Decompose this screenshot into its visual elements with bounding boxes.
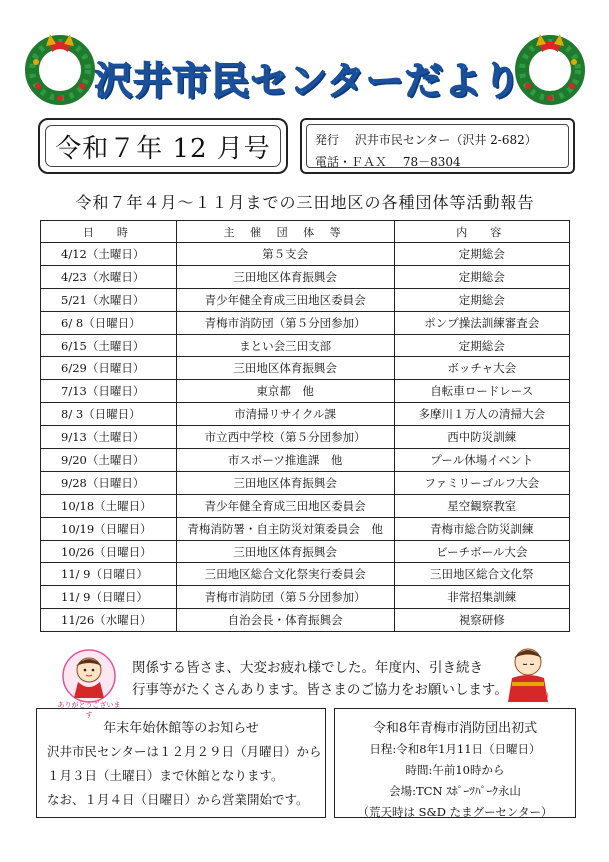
bowing-badge: ぺこり xyxy=(526,691,550,700)
cell-content: 西中防災訓練 xyxy=(394,426,570,449)
issue-label: 令和７年 12 月号 xyxy=(45,125,281,167)
cell-date: 4/12（土曜日） xyxy=(41,243,177,266)
table-row xyxy=(41,540,570,563)
cell-organizer: 青梅市消防団（第５分団参加） xyxy=(176,586,394,609)
newsletter-title: 沢井市民センターだより xyxy=(94,59,522,103)
thanks-message-line-2: 行事等がたくさんあります。皆さまのご協力をお願いします。 xyxy=(132,682,508,698)
cell-organizer: 三田地区体育振興会 xyxy=(176,357,394,380)
cell-organizer: 東京都 他 xyxy=(176,380,394,403)
cell-organizer: 三田地区体育振興会 xyxy=(176,265,394,288)
closing-notice-line-3: なお、１月４日（日曜日）から営業開始です。 xyxy=(47,792,309,807)
activity-table xyxy=(40,220,570,632)
cell-organizer: 青梅消防署・自主防災対策委員会 他 xyxy=(176,517,394,540)
table-row xyxy=(41,311,570,334)
table-row xyxy=(41,609,570,632)
fire-brigade-rain-venue: （荒天時は S&D たまグーセンター） xyxy=(357,805,553,819)
cell-date: 10/26（日曜日） xyxy=(41,540,177,563)
cell-organizer: 青少年健全育成三田地区委員会 xyxy=(176,288,394,311)
table-row xyxy=(41,449,570,472)
table-row xyxy=(41,357,570,380)
table-row xyxy=(41,243,570,266)
issue-box xyxy=(38,118,288,174)
cell-content: 多摩川１万人の清掃大会 xyxy=(394,403,570,426)
table-row xyxy=(41,586,570,609)
closing-notice-title: 年末年始休館等のお知らせ xyxy=(103,721,259,736)
cell-organizer: 三田地区体育振興会 xyxy=(176,540,394,563)
cell-content: ファミリーゴルフ大会 xyxy=(394,471,570,494)
cell-organizer: 三田地区体育振興会 xyxy=(176,471,394,494)
fire-brigade-notice xyxy=(334,708,576,818)
cell-content: ビーチボール大会 xyxy=(394,540,570,563)
fire-brigade-time: 時間:午前10時から xyxy=(405,763,505,777)
cell-content: 定期総会 xyxy=(394,334,570,357)
cell-date: 11/26（水曜日） xyxy=(41,609,177,632)
table-row xyxy=(41,517,570,540)
column-header-organizer: 主 催 団 体 等 xyxy=(176,221,394,243)
column-header-date: 日 時 xyxy=(41,221,177,243)
cell-date: 11/ 9（日曜日） xyxy=(41,563,177,586)
table-row xyxy=(41,380,570,403)
table-row xyxy=(41,494,570,517)
cell-date: 9/20（土曜日） xyxy=(41,449,177,472)
cell-content: 視察研修 xyxy=(394,609,570,632)
closing-notice-line-2: １月３日（土曜日）まで休館となります。 xyxy=(47,768,284,783)
report-heading: 令和７年４月～１１月までの三田地区の各種団体等活動報告 xyxy=(75,193,535,212)
thank-you-badge: ありがとうございます xyxy=(57,701,121,719)
cell-content: 三田地区総合文化祭 xyxy=(394,563,570,586)
cell-date: 10/18（土曜日） xyxy=(41,494,177,517)
cell-content: 定期総会 xyxy=(394,265,570,288)
thanks-message-line-1: 関係する皆さま、大変お疲れ様でした。年度内、引き続き xyxy=(132,660,483,676)
publisher-box xyxy=(300,118,575,174)
table-row xyxy=(41,403,570,426)
table-row xyxy=(41,334,570,357)
fire-brigade-venue: 会場:TCN ｽﾎﾟｰﾂﾊﾟｰｸ永山 xyxy=(389,784,521,798)
table-header-row xyxy=(41,221,570,243)
cell-date: 10/19（日曜日） xyxy=(41,517,177,540)
table-row xyxy=(41,265,570,288)
cell-content: 定期総会 xyxy=(394,243,570,266)
cell-organizer: 第５支会 xyxy=(176,243,394,266)
cell-date: 4/23（水曜日） xyxy=(41,265,177,288)
cell-organizer: 三田地区総合文化祭実行委員会 xyxy=(176,563,394,586)
cell-content: 青梅市総合防災訓練 xyxy=(394,517,570,540)
cell-date: 9/13（土曜日） xyxy=(41,426,177,449)
cell-date: 6/ 8（日曜日） xyxy=(41,311,177,334)
cell-organizer: 自治会長・体育振興会 xyxy=(176,609,394,632)
cell-content: ポンプ操法訓練審査会 xyxy=(394,311,570,334)
thank-you-mascot-icon xyxy=(58,648,120,704)
cell-organizer: 市スポーツ推進課 他 xyxy=(176,449,394,472)
publisher-line: 発行 沢井市民センター（沢井 2-682） xyxy=(315,133,537,147)
table-row xyxy=(41,288,570,311)
fire-brigade-date: 日程:令和8年1月11日（日曜日） xyxy=(369,742,541,756)
cell-date: 5/21（水曜日） xyxy=(41,288,177,311)
cell-organizer: 市立西中学校（第５分団参加） xyxy=(176,426,394,449)
cell-date: 6/15（土曜日） xyxy=(41,334,177,357)
table-row xyxy=(41,563,570,586)
closing-notice xyxy=(36,708,326,818)
cell-content: 非常招集訓練 xyxy=(394,586,570,609)
contact-line: 電話・ＦＡＸ 78－8304 xyxy=(315,155,461,169)
cell-content: ボッチャ大会 xyxy=(394,357,570,380)
cell-date: 7/13（日曜日） xyxy=(41,380,177,403)
thanks-message xyxy=(132,657,512,701)
cell-organizer: 青少年健全育成三田地区委員会 xyxy=(176,494,394,517)
cell-date: 11/ 9（日曜日） xyxy=(41,586,177,609)
cell-organizer: まとい会三田支部 xyxy=(176,334,394,357)
cell-content: プール休場イベント xyxy=(394,449,570,472)
fire-brigade-notice-title: 令和8年青梅市消防団出初式 xyxy=(372,721,538,736)
cell-organizer: 市清掃リサイクル課 xyxy=(176,403,394,426)
cell-date: 8/ 3（日曜日） xyxy=(41,403,177,426)
cell-content: 星空観察教室 xyxy=(394,494,570,517)
cell-content: 自転車ロードレース xyxy=(394,380,570,403)
table-row xyxy=(41,471,570,494)
table-row xyxy=(41,426,570,449)
cell-date: 6/29（日曜日） xyxy=(41,357,177,380)
cell-date: 9/28（日曜日） xyxy=(41,471,177,494)
column-header-content: 内 容 xyxy=(394,221,570,243)
closing-notice-line-1: 沢井市民センターは１２月２９日（月曜日）から xyxy=(47,744,322,759)
cell-organizer: 青梅市消防団（第５分団参加） xyxy=(176,311,394,334)
cell-content: 定期総会 xyxy=(394,288,570,311)
